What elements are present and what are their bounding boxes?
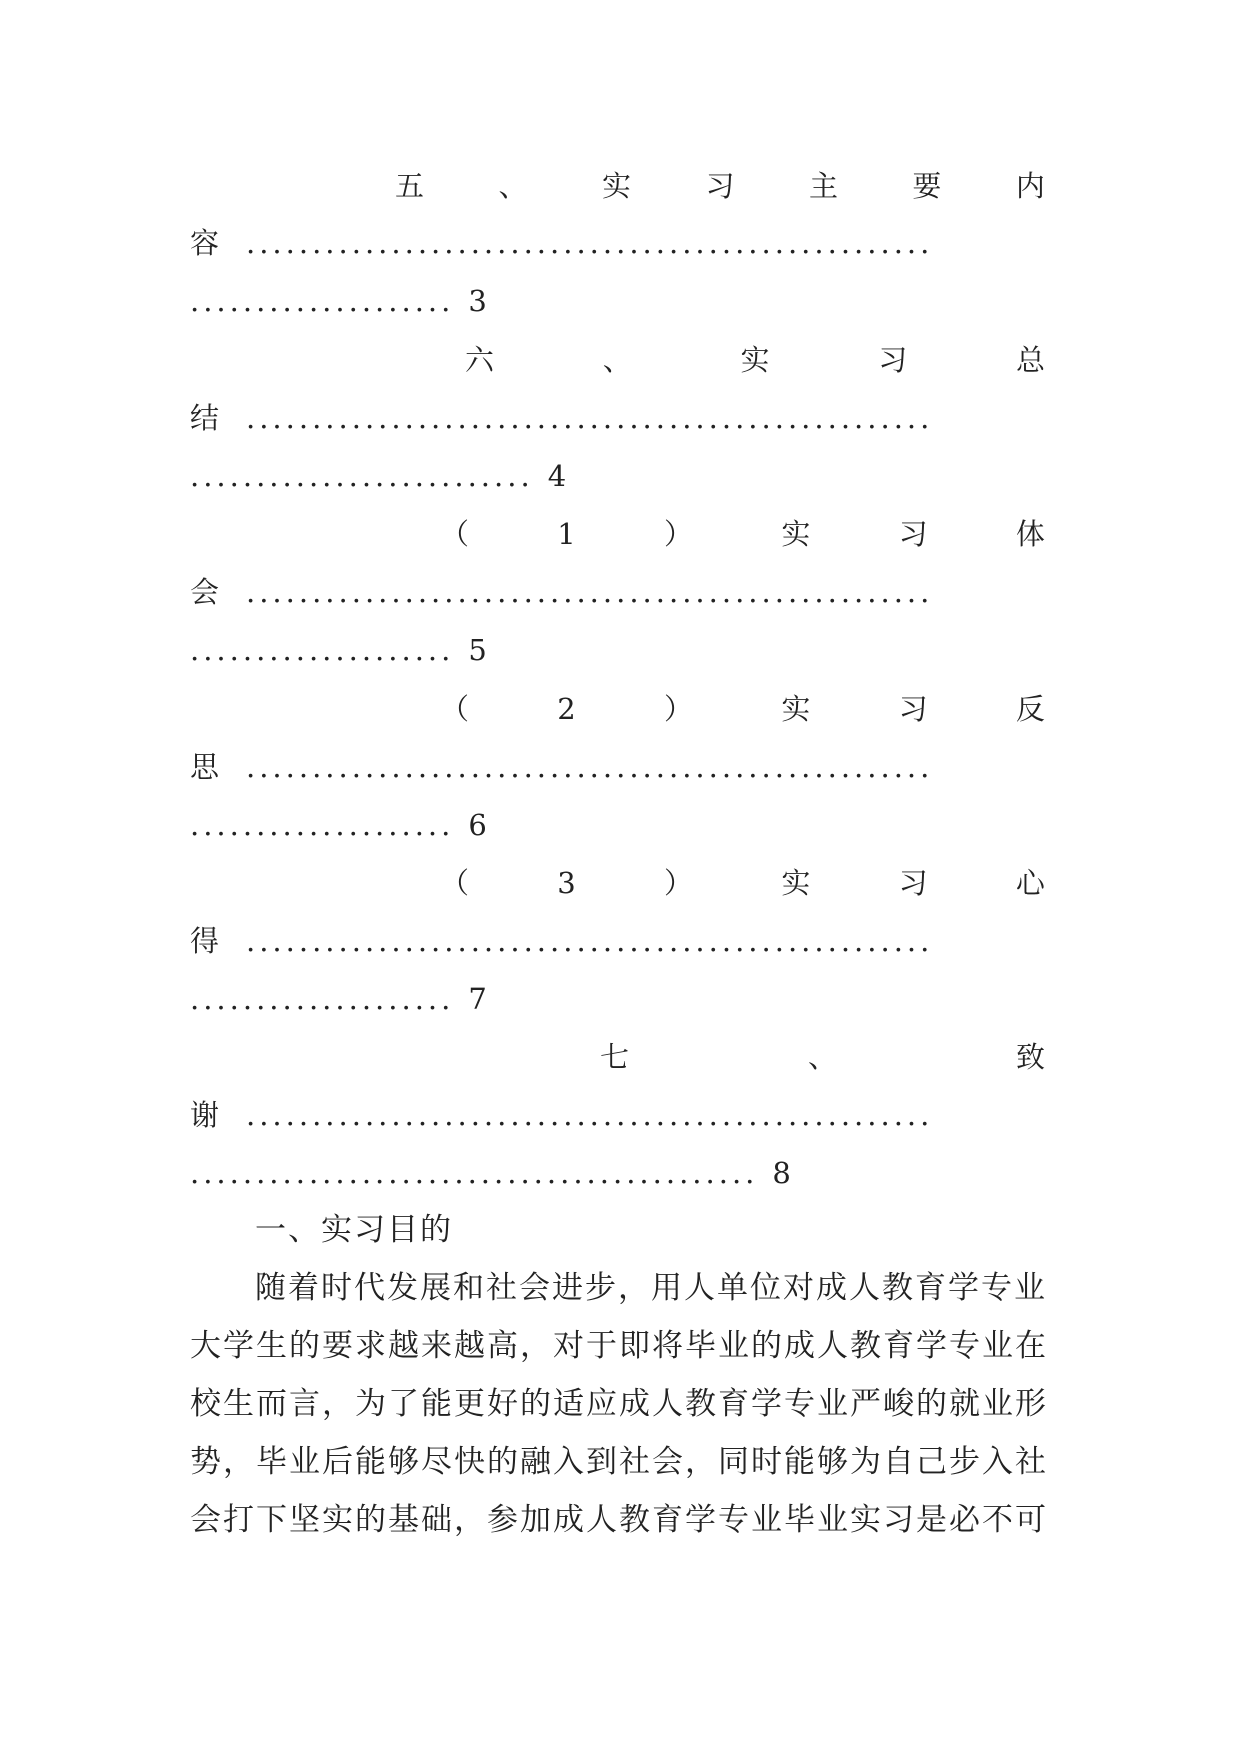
toc-page-number: 7: [468, 982, 487, 1016]
toc-leader-dots: ....................: [190, 284, 455, 318]
toc-entry-heading: [600, 1037, 1045, 1077]
toc-cont-char: 谢: [190, 1098, 220, 1132]
toc-char: 、: [498, 169, 528, 203]
toc-char: （: [440, 866, 470, 900]
toc-entry-heading: [440, 863, 1045, 903]
toc-char: 1: [557, 517, 576, 551]
toc-char: 习: [705, 169, 735, 203]
toc-entry-heading: [440, 514, 1045, 554]
toc-entry-continuation: [190, 1095, 1060, 1135]
toc-leader-dots: ....................................................: [246, 226, 934, 260]
toc-char: 习: [878, 343, 908, 377]
toc-entry-page-line: [190, 281, 1060, 321]
toc-char: 实: [781, 866, 811, 900]
toc-char: （: [440, 692, 470, 726]
toc-char: 内: [1015, 169, 1045, 203]
toc-entry-continuation: [190, 223, 1060, 263]
toc-leader-dots: ....................................................: [246, 750, 934, 784]
toc-char: 习: [898, 517, 928, 551]
toc-char: ）: [664, 692, 694, 726]
toc-entry-heading: [440, 689, 1045, 729]
toc-leader-dots: ....................................................: [246, 924, 934, 958]
toc-page-number: 3: [468, 284, 487, 318]
toc-char: 心: [1015, 866, 1045, 900]
toc-entry-continuation: [190, 921, 1060, 961]
toc-entry-page-line: [190, 1153, 1060, 1193]
toc-char: 习: [898, 866, 928, 900]
toc-char: 总: [1015, 343, 1045, 377]
toc-entry-page-line: [190, 979, 1060, 1019]
toc-leader-dots: ....................: [190, 982, 455, 1016]
toc-entry-continuation: [190, 572, 1060, 612]
toc-cont-char: 结: [190, 401, 220, 435]
toc-char: 主: [808, 169, 838, 203]
body-line: 会打下坚实的基础，参加成人教育学专业毕业实习是必不可: [190, 1502, 1048, 1538]
toc-page-number: 5: [468, 633, 487, 667]
toc-char: 3: [557, 866, 576, 900]
toc-char: 要: [912, 169, 942, 203]
toc-char: 实: [601, 169, 631, 203]
toc-leader-dots: ....................: [190, 633, 455, 667]
toc-char: 五: [395, 169, 425, 203]
toc-char: 反: [1015, 692, 1045, 726]
toc-char: 六: [465, 343, 495, 377]
toc-cont-char: 会: [190, 575, 220, 609]
toc-leader-dots: ..........................: [190, 459, 534, 493]
body-line: 势，毕业后能够尽快的融入到社会，同时能够为自己步入社: [190, 1444, 1048, 1480]
toc-leader-dots: ....................................................: [246, 1098, 934, 1132]
toc-char: 2: [557, 692, 576, 726]
toc-char: 致: [1015, 1040, 1045, 1074]
toc-char: 实: [781, 692, 811, 726]
toc-entry-continuation: [190, 747, 1060, 787]
toc-leader-dots: ...........................................: [190, 1156, 759, 1190]
toc-char: 、: [602, 343, 632, 377]
toc-char: ）: [664, 866, 694, 900]
toc-page-number: 8: [772, 1156, 791, 1190]
toc-entry-heading: [465, 340, 1045, 380]
toc-entry-page-line: [190, 630, 1060, 670]
toc-leader-dots: ....................: [190, 808, 455, 842]
toc-entry-continuation: [190, 398, 1060, 438]
toc-entry-heading: [395, 166, 1045, 206]
toc-char: 、: [807, 1040, 837, 1074]
toc-cont-char: 得: [190, 924, 220, 958]
toc-cont-char: 思: [190, 750, 220, 784]
toc-char: 实: [781, 517, 811, 551]
section-heading: 一、实习目的: [255, 1212, 453, 1248]
body-line: 大学生的要求越来越高，对于即将毕业的成人教育学专业在: [190, 1328, 1048, 1364]
toc-char: 体: [1015, 517, 1045, 551]
toc-char: 实: [740, 343, 770, 377]
toc-entry-page-line: [190, 456, 1060, 496]
toc-entry-page-line: [190, 805, 1060, 845]
toc-cont-char: 容: [190, 226, 220, 260]
toc-char: ）: [664, 517, 694, 551]
toc-char: 习: [898, 692, 928, 726]
toc-leader-dots: ....................................................: [246, 575, 934, 609]
toc-page-number: 6: [468, 808, 487, 842]
body-line: 随着时代发展和社会进步，用人单位对成人教育学专业: [255, 1270, 1047, 1306]
toc-char: （: [440, 517, 470, 551]
toc-page-number: 4: [547, 459, 567, 493]
toc-leader-dots: ....................................................: [246, 401, 934, 435]
body-line: 校生而言，为了能更好的适应成人教育学专业严峻的就业形: [190, 1386, 1048, 1422]
toc-char: 七: [600, 1040, 630, 1074]
